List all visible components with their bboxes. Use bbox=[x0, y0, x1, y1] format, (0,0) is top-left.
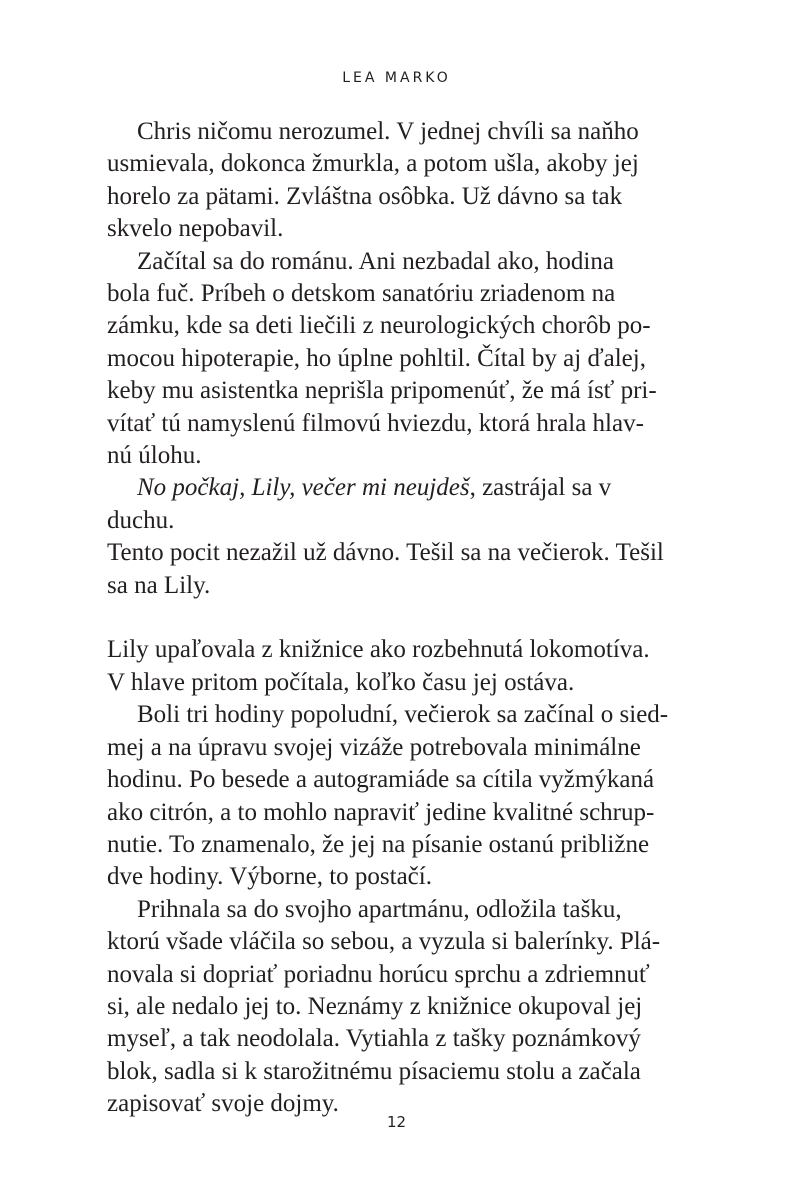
paragraph-4: Lily upaľovala z knižnice ako rozbehnutá lokomotíva. V hlave pritom počítala, koľko času jej ostáva. bbox=[107, 636, 650, 696]
running-head: LEA MARKO bbox=[342, 70, 451, 86]
paragraph-6: Prihnala sa do svojho apartmánu, odložila tašku, ktorú všade vláčila so sebou, a vyzula si balerínky. Plá- novala si dopriať poriadnu horúcu sprchu a zdriemnuť si, ale nedalo jej to. Neznámy z knižnice okupoval jej myseľ, a tak neodolala. Vytiahla z tašky poznámkový blok, sadla si k starožitnému písaciemu stolu a začala zapisovať svoje dojmy. bbox=[107, 895, 661, 1118]
page-number: 12 bbox=[386, 1113, 407, 1131]
paragraph-2: Začítal sa do románu. Ani nezbadal ako, hodina bola fuč. Príbeh o detskom sanatóriu zriadenom na zámku, kde sa deti liečili z neurologických chorôb po- mocou hipoterapie, ho úplne pohltil. Čítal by aj ďalej, keby mu asistentka neprišla pripomenúť, že má ísť pri- vítať tú namyslenú filmovú hviezdu, ktorá hrala hlav- nú úlohu. bbox=[107, 247, 657, 470]
section-break bbox=[107, 602, 677, 634]
paragraph-1: Chris ničomu nerozumel. V jednej chvíli sa naňho usmievala, dokonca žmurkla, a potom ušla, akoby jej horelo za pätami. Zvláštna osôbka. Už dávno sa tak skvelo nepobavil. bbox=[107, 118, 639, 243]
italic-thought: No počkaj, Lily, večer mi neujdeš bbox=[137, 474, 470, 502]
paragraph-5: Boli tri hodiny popoludní, večierok sa začínal o sied- mej a na úpravu svojej vizáže potrebovala minimálne hodinu. Po besede a autogramiáde sa cítila vyžmýkaná ako citrón, a to mohlo napraviť jedine kvalitné schrup- nutie. To znamenalo, že jej na písanie ostanú približne dve hodiny. Výborne, to postačí. bbox=[107, 701, 669, 891]
paragraph-3 bbox=[107, 472, 677, 602]
body-text bbox=[107, 116, 677, 1121]
paragraph-3-rest: , zastrájal sa v duchu. Tento pocit nezažil už dávno. Tešil sa na večierok. Tešil sa na Lily. bbox=[107, 474, 664, 599]
